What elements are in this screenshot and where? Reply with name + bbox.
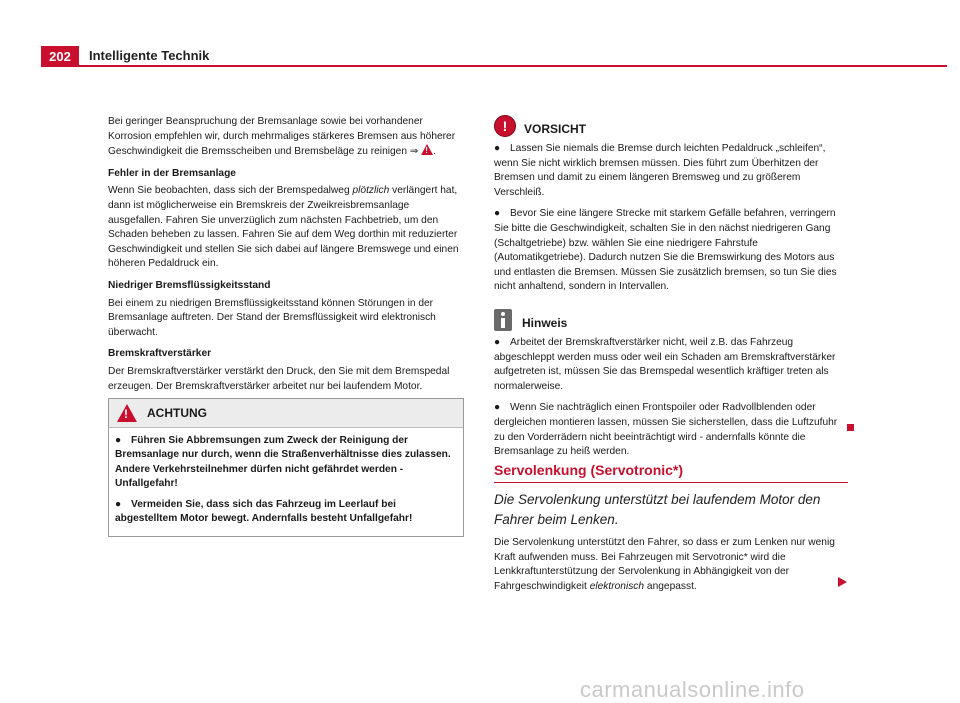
fehler-text-emphasis: plötzlich — [352, 185, 390, 197]
warning-triangle-icon[interactable] — [421, 144, 433, 155]
hinweis-title: Hinweis — [522, 316, 568, 331]
fluid-heading: Niedriger Bremsflüssigkeitsstand — [108, 279, 271, 291]
warning-triangle-icon — [117, 404, 137, 422]
continue-arrow-icon — [838, 577, 847, 587]
hinweis-item-text: Arbeitet der Bremskraftverstärker nicht, weil z.B. das Fahrzeug abgeschleppt werden muss oder weil ein Schaden am Bremskraftverstärker aufgetreten ist, müssen Sie das Bremspedal wesentlich kräftiger treten als normalerweise. — [494, 336, 836, 392]
info-icon — [494, 309, 512, 331]
page-number: 202 — [41, 46, 79, 67]
section-paragraph — [494, 536, 848, 594]
vorsicht-item — [494, 142, 848, 200]
header-rule — [79, 65, 947, 67]
intro-text: Bei geringer Beanspruchung der Bremsanlage sowie bei vorhandener Korrosion empfehlen wir, durch mehrmaliges stärkeres Bremsen aus höherer Geschwindigkeit die Bremsscheiben und Bremsbeläge zu reinigen ⇒ — [108, 116, 456, 158]
chapter-title: Intelligente Technik — [89, 48, 210, 63]
caution-circle-icon: ! — [494, 115, 516, 137]
left-column — [108, 115, 464, 401]
achtung-item-text: Vermeiden Sie, dass sich das Fahrzeug im Leerlauf bei abgestelltem Motor bewegt. Andernfalls besteht Unfallgefahr! — [115, 498, 413, 525]
section-text-1: Die Servolenkung unterstützt den Fahrer, so dass er zum Lenken nur wenig Kraft aufwenden muss. Bei Fahrzeugen mit Servotronic* wird die Lenkkraftunterstützung der Servolenkung in Abhängigkeit von der Fahrgeschwindigkeit — [494, 537, 835, 592]
fehler-paragraph — [108, 184, 464, 272]
section-subtitle: Die Servolenkung unterstützt bei laufendem Motor den Fahrer beim Lenken. — [494, 492, 821, 527]
achtung-warning-box — [108, 398, 464, 537]
section-text-2: angepasst. — [644, 580, 697, 592]
hinweis-item-text: Wenn Sie nachträglich einen Frontspoiler oder Radvollblenden oder dergleichen montieren lassen, müssen Sie sicherstellen, dass die Luftzufuhr zu den Vorderrädern nicht beeinträchtigt wird - andernfalls könnte die Bremsanlage zu heiß werden. — [494, 402, 838, 458]
section-end-marker — [847, 424, 854, 431]
achtung-item — [115, 434, 457, 492]
hinweis-item — [494, 401, 848, 459]
bullet-icon: ● — [494, 143, 501, 154]
bullet-icon: ● — [494, 402, 501, 414]
section-text-emphasis: elektronisch — [589, 580, 645, 592]
vorsicht-item — [494, 207, 848, 295]
fehler-text-2: verlängert hat, dann ist möglicherweise ein Bremskreis der Zweikreisbremsanlage ausgefallen. Fahren Sie unverzüglich zum nächsten Fachbetrieb, um den Schaden beheben zu lassen. Fahren Sie auf dem Weg dorthin mit reduzierter Geschwindigkeit und stellen Sie sich dabei auf längere Bremswege und einen höheren Pedaldruck ein. — [108, 185, 459, 270]
hinweis-header — [494, 309, 848, 331]
achtung-body — [109, 428, 463, 536]
hinweis-item — [494, 336, 848, 394]
achtung-header — [109, 399, 463, 428]
section-heading: Servolenkung (Servotronic*) — [494, 462, 848, 483]
intro-paragraph — [108, 115, 464, 160]
booster-heading: Bremskraftverstärker — [108, 348, 212, 360]
vorsicht-header — [494, 115, 848, 137]
right-column — [494, 115, 848, 467]
achtung-item-text: Führen Sie Abbremsungen zum Zweck der Reinigung der Bremsanlage nur durch, wenn die Straßenverhältnisse dies zulassen. Andere Verkehrsteilnehmer dürfen nicht gefährdet werden - Unfallgefahr! — [115, 435, 451, 490]
intro-end: . — [433, 146, 437, 158]
bullet-icon: ● — [115, 435, 122, 446]
achtung-title: ACHTUNG — [147, 405, 207, 420]
vorsicht-title: VORSICHT — [524, 122, 587, 137]
bullet-icon: ● — [115, 498, 122, 510]
vorsicht-item-text: Bevor Sie eine längere Strecke mit starkem Gefälle befahren, verringern Sie bitte die Geschwindigkeit, schalten Sie in den nächst niedrigeren Gang (Schaltgetriebe) bzw. wählen Sie eine niedrigere Fahrstufe (Automatikgetriebe). Dadurch nutzen Sie die Bremswirkung des Motors aus und entlasten die Bremsen. Müssen Sie zusätzlich bremsen, so tun Sie dies nicht anhaltend, sondern in Intervallen. — [494, 208, 837, 293]
bullet-icon: ● — [494, 208, 501, 220]
page-header — [41, 46, 947, 68]
booster-paragraph: Der Bremskraftverstärker verstärkt den Druck, den Sie mit dem Bremspedal erzeugen. Der Bremskraftverstärker arbeitet nur bei laufendem Motor. — [108, 365, 450, 392]
vorsicht-item-text: Lassen Sie niemals die Bremse durch leichten Pedaldruck „schleifen“, wenn Sie nicht wirklich bremsen müssen. Dies führt zum Überhitzen der Bremsen und damit zu einem längeren Bremsweg und zu größerem Verschleiß. — [494, 143, 826, 198]
bullet-icon: ● — [494, 336, 501, 348]
fluid-paragraph: Bei einem zu niedrigen Bremsflüssigkeitsstand können Störungen in der Bremsanlage auftreten. Der Stand der Bremsflüssigkeit wird elektronisch überwacht. — [108, 297, 436, 338]
fehler-heading: Fehler in der Bremsanlage — [108, 167, 236, 179]
achtung-item — [115, 498, 457, 527]
watermark: carmanualsonline.info — [580, 677, 805, 702]
fehler-text-1: Wenn Sie beobachten, dass sich der Bremspedalweg — [108, 185, 353, 197]
